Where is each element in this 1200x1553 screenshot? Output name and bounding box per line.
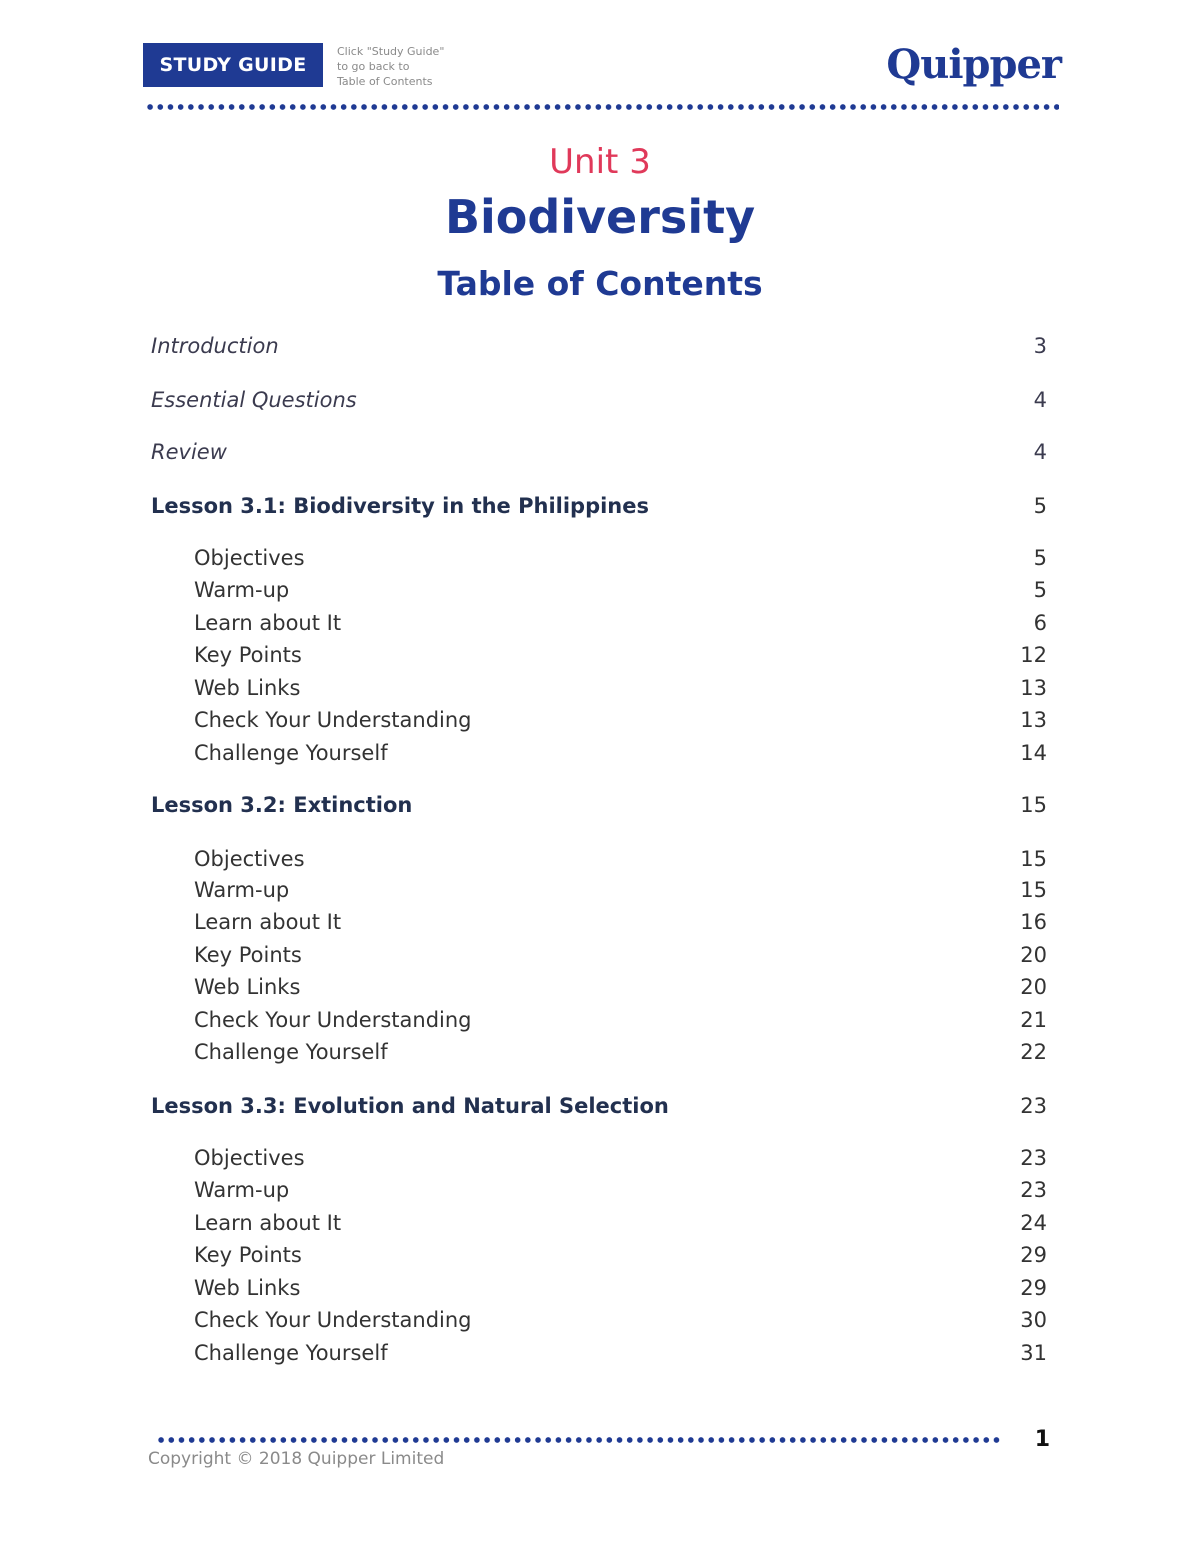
toc-entry-page: 16 bbox=[1020, 910, 1047, 934]
toc-entry-label: Objectives bbox=[194, 847, 305, 871]
toc-entry-page: 15 bbox=[1020, 793, 1047, 817]
toc-entry-page: 23 bbox=[1020, 1094, 1047, 1118]
toc-entry-review[interactable] bbox=[151, 437, 1047, 467]
quipper-logo: Quipper bbox=[886, 41, 1061, 88]
toc-lesson-3-2[interactable] bbox=[151, 790, 1047, 820]
hint-line-1: Click "Study Guide" bbox=[337, 45, 445, 58]
toc-subentry[interactable] bbox=[194, 972, 1047, 1002]
toc-lesson-title: Lesson 3.1: Biodiversity in the Philippines bbox=[151, 494, 650, 518]
toc-entry-page: 4 bbox=[1033, 388, 1047, 412]
toc-subentry[interactable] bbox=[194, 1208, 1047, 1238]
toc-entry-page: 15 bbox=[1020, 878, 1047, 902]
toc-entry-label: Review bbox=[151, 440, 227, 464]
toc-entry-page: 6 bbox=[1033, 611, 1047, 635]
toc-entry-page: 5 bbox=[1033, 578, 1047, 602]
toc-entry-label: Learn about It bbox=[194, 910, 342, 934]
toc-entry-page: 13 bbox=[1020, 676, 1047, 700]
toc-subentry[interactable] bbox=[194, 705, 1047, 735]
toc-entry-label: Key Points bbox=[194, 1243, 302, 1267]
toc-entry-page: 31 bbox=[1020, 1341, 1047, 1365]
toc-entry-page: 23 bbox=[1020, 1178, 1047, 1202]
toc-subentry[interactable] bbox=[194, 608, 1047, 638]
toc-entry-page: 12 bbox=[1020, 643, 1047, 667]
study-guide-button[interactable]: STUDY GUIDE bbox=[143, 43, 323, 87]
toc-entry-page: 14 bbox=[1020, 741, 1047, 765]
toc-entry-page: 13 bbox=[1020, 708, 1047, 732]
toc-heading: Table of Contents bbox=[437, 264, 763, 303]
toc-subentry[interactable] bbox=[194, 1175, 1047, 1205]
toc-entry-page: 21 bbox=[1020, 1008, 1047, 1032]
study-guide-hint bbox=[337, 44, 444, 89]
toc-subentry[interactable] bbox=[194, 738, 1047, 768]
copyright-text: Copyright © 2018 Quipper Limited bbox=[148, 1449, 445, 1469]
toc-subentry[interactable] bbox=[194, 1273, 1047, 1303]
toc-entry-label: Objectives bbox=[194, 1146, 305, 1170]
toc-entry-page: 5 bbox=[1033, 494, 1047, 518]
toc-subentry[interactable] bbox=[194, 640, 1047, 670]
toc-lesson-title: Lesson 3.2: Extinction bbox=[151, 793, 413, 817]
hint-line-3: Table of Contents bbox=[337, 75, 433, 88]
toc-subentry[interactable] bbox=[194, 673, 1047, 703]
toc-subentry[interactable] bbox=[194, 543, 1047, 573]
toc-entry-label: Warm-up bbox=[194, 1178, 290, 1202]
toc-subentry[interactable] bbox=[194, 844, 1047, 874]
toc-entry-page: 4 bbox=[1033, 440, 1047, 464]
toc-entry-label: Challenge Yourself bbox=[194, 741, 388, 765]
toc-entry-page: 20 bbox=[1020, 943, 1047, 967]
toc-entry-label: Check Your Understanding bbox=[194, 1008, 472, 1032]
toc-subentry[interactable] bbox=[194, 1005, 1047, 1035]
toc-entry-label: Challenge Yourself bbox=[194, 1040, 388, 1064]
toc-entry-label: Web Links bbox=[194, 1276, 301, 1300]
toc-subentry[interactable] bbox=[194, 1240, 1047, 1270]
toc-subentry[interactable] bbox=[194, 1305, 1047, 1335]
toc-entry-label: Warm-up bbox=[194, 578, 290, 602]
toc-entry-label: Check Your Understanding bbox=[194, 708, 472, 732]
toc-entry-page: 24 bbox=[1020, 1211, 1047, 1235]
toc-subentry[interactable] bbox=[194, 940, 1047, 970]
unit-label: Unit 3 bbox=[549, 142, 651, 182]
toc-entry-essential-questions[interactable] bbox=[151, 385, 1047, 415]
toc-entry-label: Objectives bbox=[194, 546, 305, 570]
toc-subentry[interactable] bbox=[194, 875, 1047, 905]
toc-subentry[interactable] bbox=[194, 907, 1047, 937]
toc-entry-label: Web Links bbox=[194, 975, 301, 999]
toc-entry-page: 3 bbox=[1033, 334, 1047, 358]
toc-entry-page: 29 bbox=[1020, 1276, 1047, 1300]
toc-entry-label: Warm-up bbox=[194, 878, 290, 902]
toc-entry-label: Challenge Yourself bbox=[194, 1341, 388, 1365]
toc-lesson-title: Lesson 3.3: Evolution and Natural Selection bbox=[151, 1094, 669, 1118]
toc-entry-page: 23 bbox=[1020, 1146, 1047, 1170]
toc-entry-label: Check Your Understanding bbox=[194, 1308, 472, 1332]
toc-entry-label: Key Points bbox=[194, 943, 302, 967]
toc-lesson-3-3[interactable] bbox=[151, 1091, 1047, 1121]
toc-lesson-3-1[interactable] bbox=[151, 491, 1047, 521]
toc-entry-page: 15 bbox=[1020, 847, 1047, 871]
toc-entry-label: Essential Questions bbox=[151, 388, 357, 412]
toc-entry-page: 5 bbox=[1033, 546, 1047, 570]
page-number: 1 bbox=[1034, 1427, 1050, 1452]
toc-entry-page: 22 bbox=[1020, 1040, 1047, 1064]
toc-entry-page: 20 bbox=[1020, 975, 1047, 999]
toc-subentry[interactable] bbox=[194, 575, 1047, 605]
toc-entry-label: Learn about It bbox=[194, 611, 342, 635]
toc-entry-page: 30 bbox=[1020, 1308, 1047, 1332]
toc-subentry[interactable] bbox=[194, 1037, 1047, 1067]
toc-subentry[interactable] bbox=[194, 1338, 1047, 1368]
toc-entry-label: Introduction bbox=[151, 334, 279, 358]
toc-subentry[interactable] bbox=[194, 1143, 1047, 1173]
toc-entry-page: 29 bbox=[1020, 1243, 1047, 1267]
toc-entry-label: Learn about It bbox=[194, 1211, 342, 1235]
toc-entry-label: Key Points bbox=[194, 643, 302, 667]
header-divider bbox=[145, 104, 1059, 110]
page-header bbox=[143, 43, 1061, 89]
toc-entry-introduction[interactable] bbox=[151, 331, 1047, 361]
hint-line-2: to go back to bbox=[337, 60, 410, 73]
toc-entry-label: Web Links bbox=[194, 676, 301, 700]
footer-divider bbox=[156, 1437, 1002, 1443]
page-title: Biodiversity bbox=[444, 190, 756, 244]
